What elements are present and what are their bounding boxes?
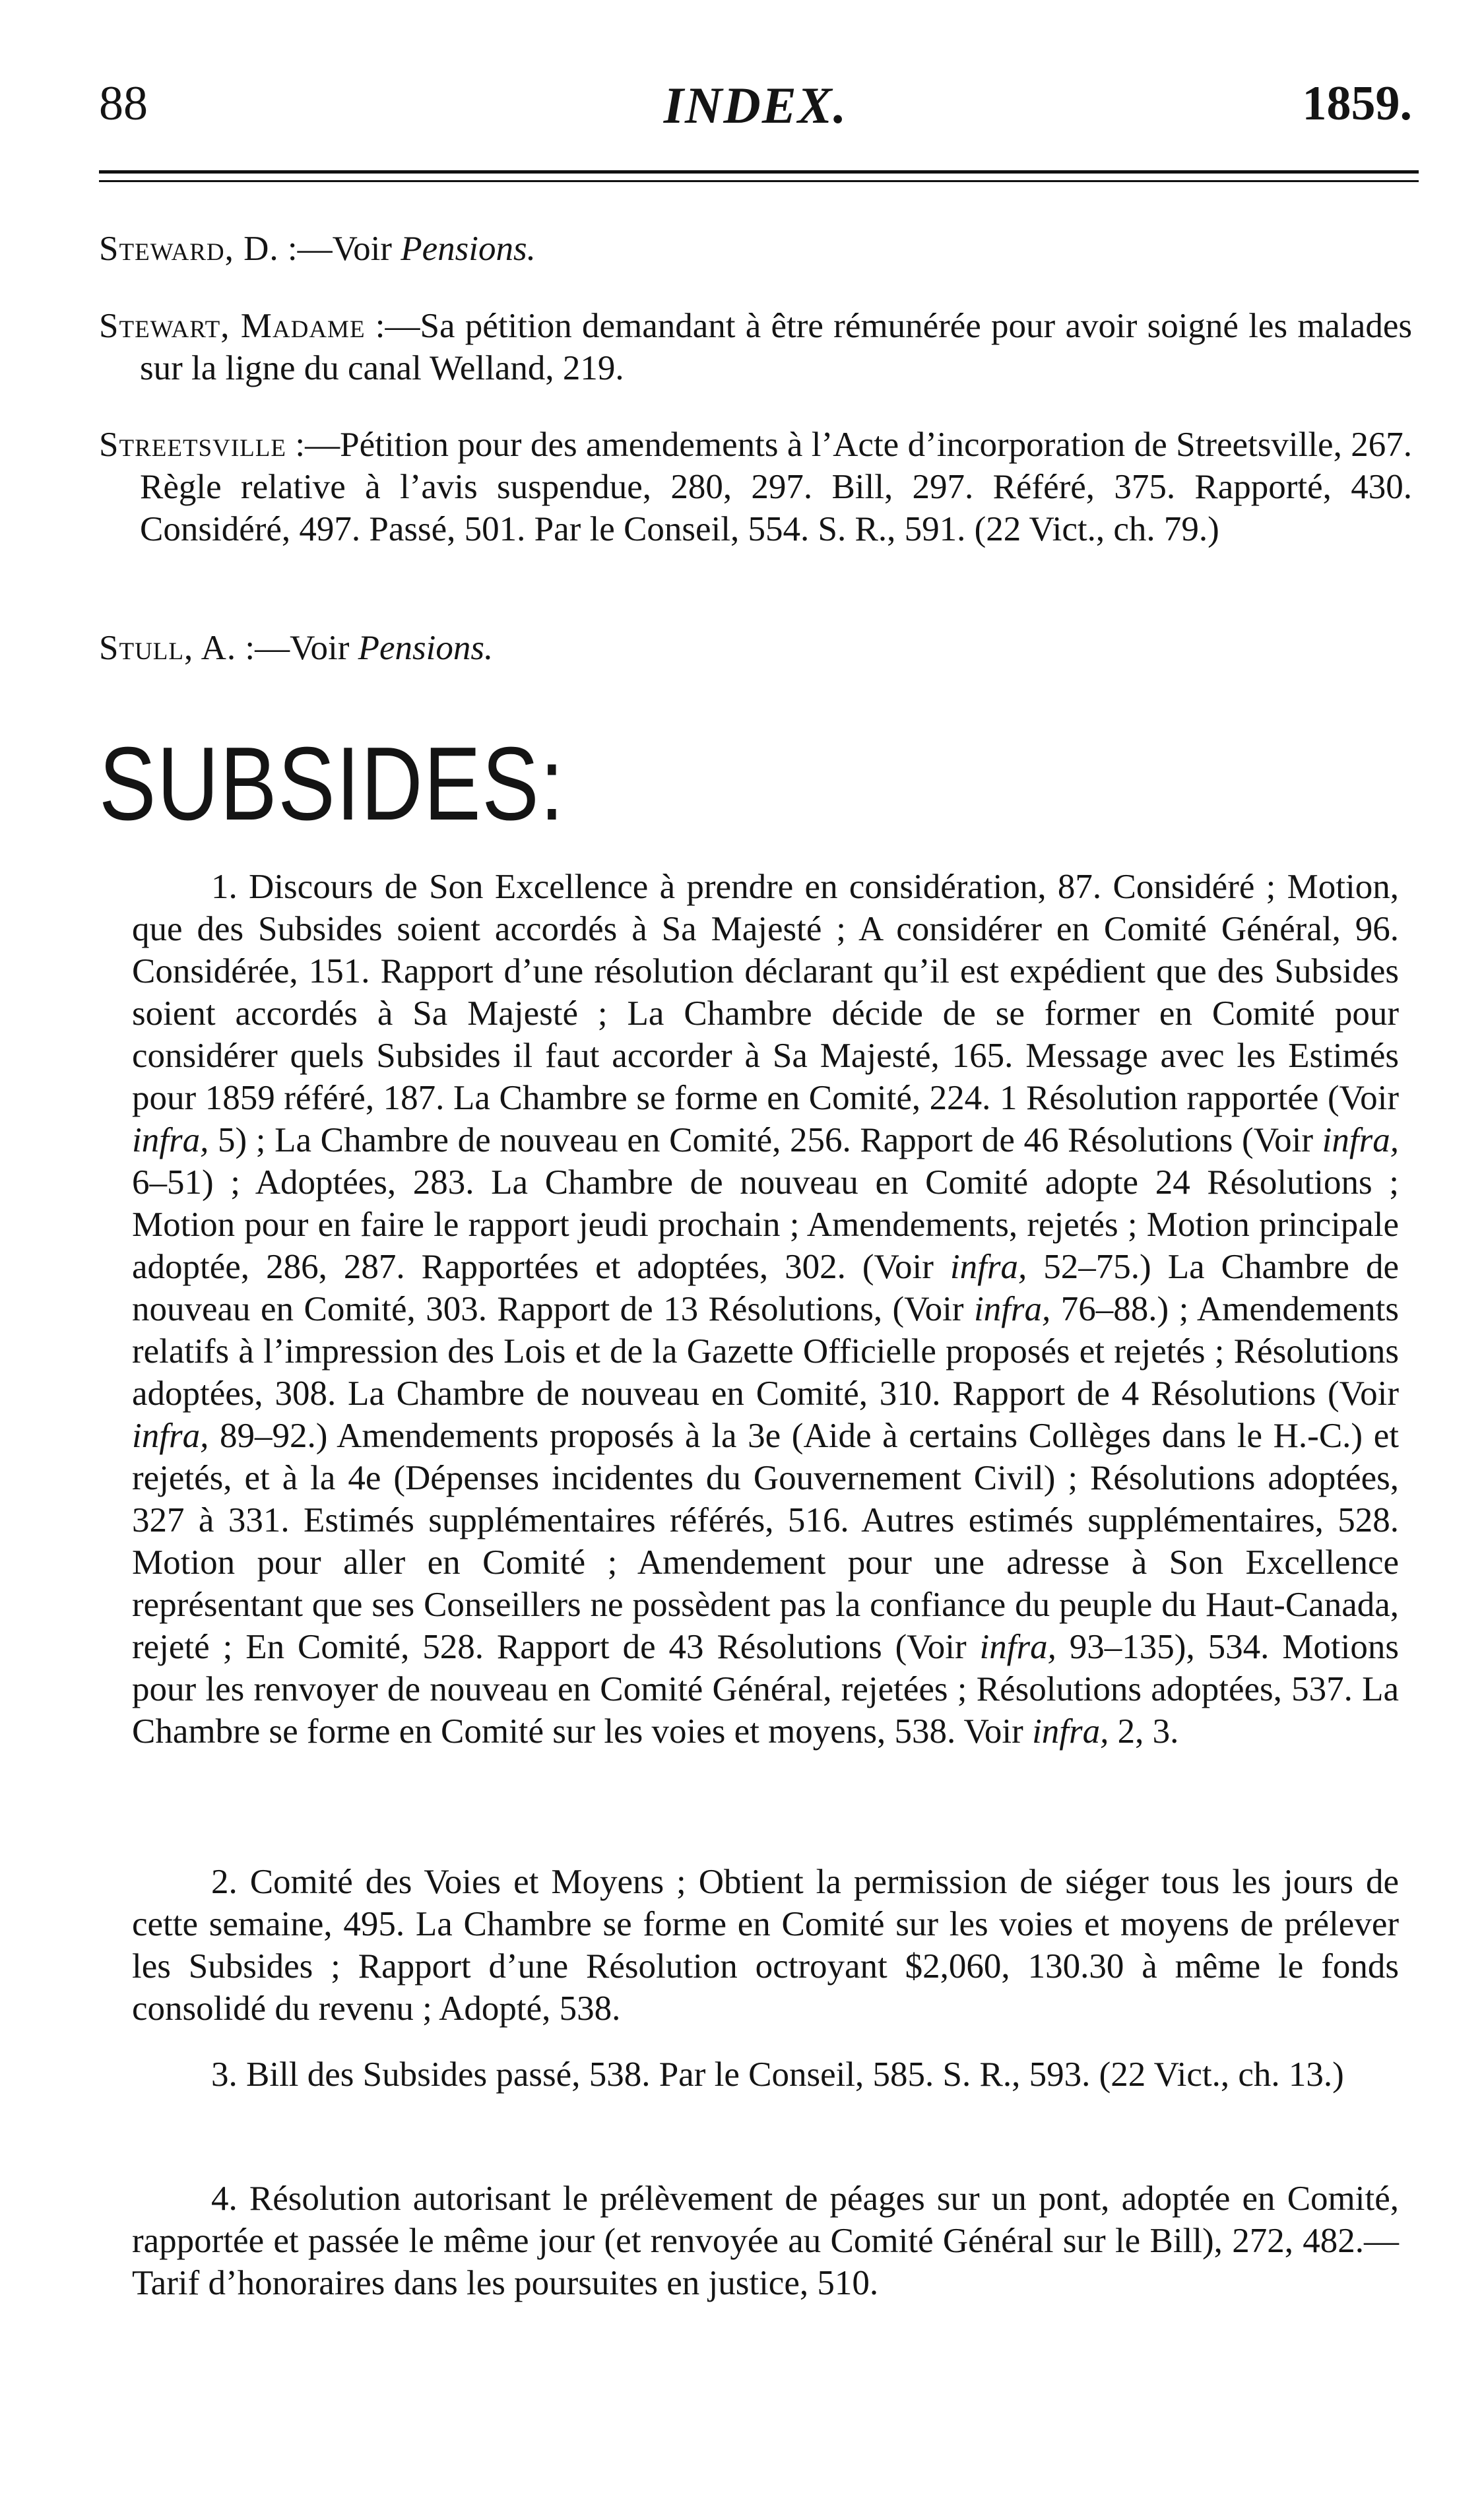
paragraph-italic: infra, [132, 1121, 209, 1159]
paragraph-italic: infra, [1032, 1712, 1109, 1751]
page-header [99, 76, 1412, 155]
paragraph-text: 76–88.) ; Amendements relatifs à l’impression des Lois et de la Gazette Officielle proposés et rejetés ; Résolutions adoptées, 308. La Chambre de nouveau en Comité, 310. Rapport de 4 Résolutions (Voir [132, 1290, 1399, 1413]
paragraph-text: 3. Bill des Subsides passé, 538. Par le Conseil, 585. S. R., 593. (22 Vict., ch. 13.) [211, 2055, 1344, 2094]
paragraph-text: 5) ; La Chambre de nouveau en Comité, 256. Rapport de 46 Résolutions (Voir [209, 1121, 1322, 1159]
entry-text: :—Voir [278, 230, 401, 268]
entry-text: :—Pétition pour des amendements à l’Acte d’incorporation de Streetsville, 267. Règle relative à l’avis suspendue, 280, 297. Bill, 297. Référé, 375. Rapporté, 430. Considéré, 497. Passé, 501. Par le Conseil, 554. S. R., 591. (22 Vict., ch. 79.) [140, 426, 1412, 548]
paragraph-text: 6–51) ; Adoptées, 283. La Chambre de nouveau en Comité adopte 24 Résolutions ; Motion pour en faire le rapport jeudi prochain ; Amendements, rejetés ; Motion principale adoptée, 286, 287. Rapportées et adoptées, 302. (Voir [132, 1163, 1399, 1286]
subsides-paragraph-2 [132, 1861, 1399, 2030]
paragraph-text: 89–92.) Amendements proposés à la 3e (Aide à certains Collèges dans le H.-C.) et rejetés, et à la 4e (Dépenses incidentes du Gouvernement Civil) ; Résolutions adoptées, 327 à 331. Estimés supplémentaires référés, 516. Autres estimés supplémentaires, 528. Motion pour aller en Comité ; Amendement pour une adresse à Son Excellence représentant que ses Conseillers ne possèdent pas la confiance du peuple du Haut-Canada, rejeté ; En Comité, 528. Rapport de 43 Résolutions (Voir [132, 1417, 1399, 1666]
entry-reference: Pensions. [358, 629, 494, 667]
paragraph-text: 52–75.) La Chambre de nouveau en Comité, 303. Rapport de 13 Résolutions, (Voir [132, 1248, 1399, 1328]
index-entry-steward [99, 228, 1412, 270]
header-rule-thick [99, 170, 1419, 174]
paragraph-italic: infra, [132, 1417, 209, 1455]
entry-text: :—Sa pétition demandant à être rémunérée pour avoir soigné les malades sur la ligne du canal Welland, 219. [140, 307, 1412, 387]
index-entry-stewart [99, 305, 1412, 389]
entry-heading: Streetsville [99, 426, 286, 464]
paragraph-italic: infra, [973, 1290, 1051, 1328]
paragraph-italic: infra, [979, 1628, 1056, 1666]
paragraph-text: 1. Discours de Son Excellence à prendre en considération, 87. Considéré ; Motion, que des Subsides soient accordés à Sa Majesté ; A considérer en Comité Général, 96. Considérée, 151. Rapport d’une résolution déclarant qu’il est expédient que des Subsides soient accordés à Sa Majesté ; La Chambre décide de se former en Comité pour considérer quels Subsides il faut accorder à Sa Majesté, 165. Message avec les Estimés pour 1859 référé, 187. La Chambre se forme en Comité, 224. 1 Résolution rapportée (Voir [132, 868, 1399, 1117]
paragraph-text: 93–135), 534. Motions pour les renvoyer de nouveau en Comité Général, rejetées ; Résolutions adoptées, 537. La Chambre se forme en Comité sur les voies et moyens, 538. Voir [132, 1628, 1399, 1751]
header-rule-thin [99, 180, 1419, 182]
paragraph-text: 2. Comité des Voies et Moyens ; Obtient la permission de siéger tous les jours de cette semaine, 495. La Chambre se forme en Comité sur les voies et moyens de prélever les Subsides ; Rapport d’une Résolution octroyant $2,060, 130.30 à même le fonds consolidé du revenu ; Adopté, 538. [132, 1863, 1399, 2028]
paragraph-text: 2, 3. [1109, 1712, 1179, 1751]
paragraph-italic: infra, [950, 1248, 1027, 1286]
entry-heading: Steward, D. [99, 230, 279, 268]
index-entry-stull [99, 627, 1412, 669]
subsides-paragraph-4 [132, 2178, 1399, 2304]
entry-reference: Pensions. [401, 230, 536, 268]
subsides-paragraph-3 [132, 2053, 1399, 2096]
page-year: 1859. [1302, 77, 1412, 131]
page-number: 88 [99, 77, 148, 131]
section-heading-subsides: SUBSIDES: [99, 726, 565, 842]
entry-heading: Stewart, Madame [99, 307, 366, 345]
paragraph-italic: infra, [1322, 1121, 1399, 1159]
paragraph-text: 4. Résolution autorisant le prélèvement de péages sur un pont, adoptée en Comité, rapportée et passée le même jour (et renvoyée au Comité Général sur le Bill), 272, 482.—Tarif d’honoraires dans les poursuites en justice, 510. [132, 2180, 1399, 2302]
subsides-paragraph-1 [132, 866, 1399, 1753]
page-title: INDEX. [663, 77, 848, 134]
index-entry-streetsville [99, 424, 1412, 550]
entry-heading: Stull, A. [99, 629, 237, 667]
entry-text: :—Voir [236, 629, 358, 667]
